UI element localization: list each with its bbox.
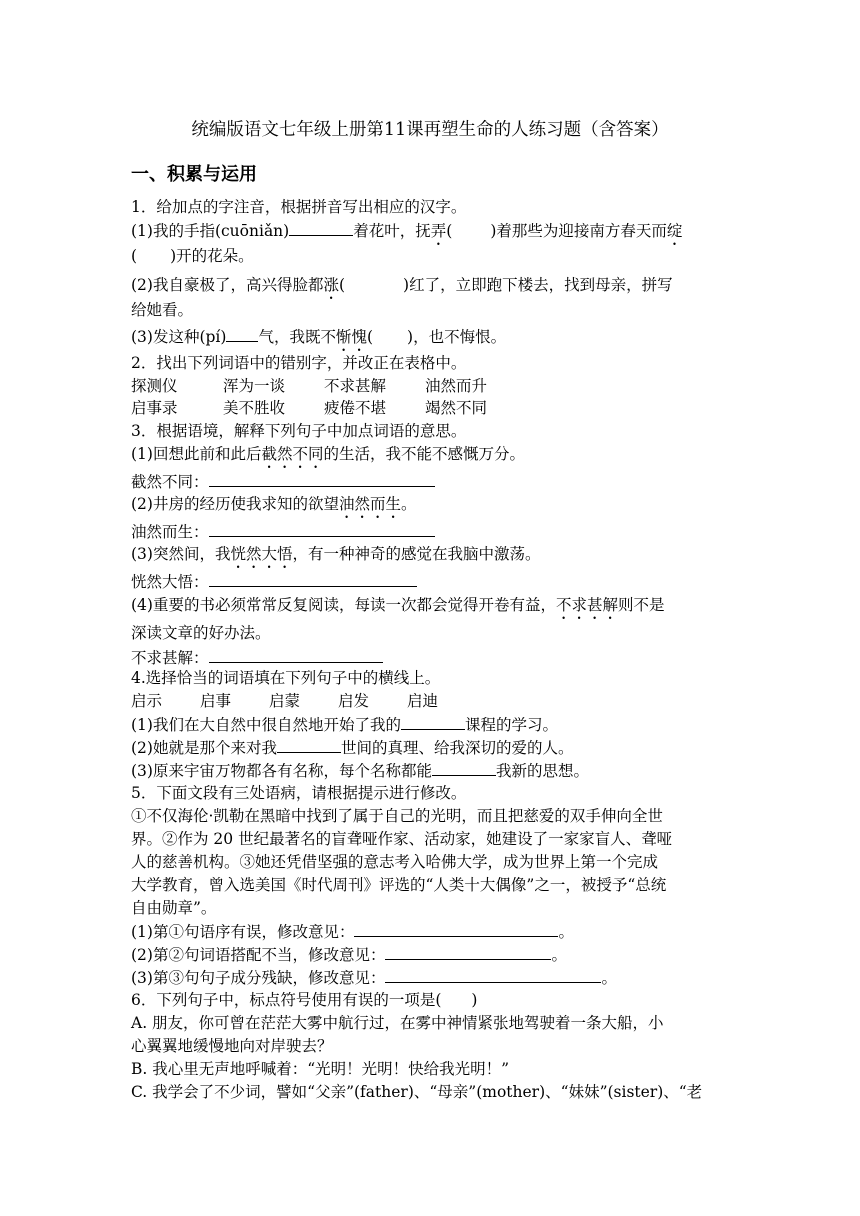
q1-line1: (1)我的手指(cuōniǎn) 着花叶，抚弄( )着那些为迎接南方春天而绽 (131, 219, 682, 249)
q5-stem: 5．下面文段有三处语病，请根据提示进行修改。 (131, 784, 467, 802)
q4-stem: 4.选择恰当的词语填在下列句子中的横线上。 (131, 669, 441, 687)
q6-option-b: B. 我心里无声地呼喊着：“光明！光明！快给我光明！” (131, 1060, 510, 1078)
q4-s2: (2)她就是那个来对我 世间的真理、给我深切的爱的人。 (131, 736, 573, 759)
q6-option-c: C. 我学会了不少词，譬如“父亲”(father)、“母亲”(mother)、“妹妹”(sister)、“老 (131, 1083, 703, 1101)
answer-blank[interactable] (354, 920, 558, 937)
q3-s4-cont: 深读文章的好办法。 (131, 624, 271, 642)
answer-blank[interactable] (385, 966, 601, 983)
answer-blank[interactable] (401, 713, 465, 730)
q4-s1: (1)我们在大自然中很自然地开始了我的 课程的学习。 (131, 713, 558, 736)
q1-line3: (2)我自豪极了，高兴得脸都涨( )红了，立即跑下楼去，找到母亲，拼写 (131, 276, 673, 294)
section-heading: 一、积累与运用 (131, 164, 257, 185)
answer-blank[interactable] (209, 520, 435, 537)
q3-s1: (1)回想此前和此后截然不同的生活，我不能不感慨万分。 (131, 445, 525, 463)
q1-line5: (3)发这种(pí) 气，我既不惭愧( )，也不悔恨。 (131, 325, 506, 355)
answer-blank[interactable] (385, 943, 551, 960)
q5-r1: (1)第①句语序有误，修改意见： 。 (131, 920, 574, 943)
q4-s3: (3)原来宇宙万物都各有名称，每个名称都能 我新的思想。 (131, 759, 589, 782)
q5-passage-4: 大学教育，曾入选美国《时代周刊》评选的“人类十大偶像”之一，被授予“总统 (131, 876, 667, 894)
q2-row2: 启事录 美不胜收 疲倦不堪 竭然不同 (131, 399, 488, 417)
q5-passage-2: 界。②作为 20 世纪最著名的盲聋哑作家、活动家，她建设了一家家盲人、聋哑 (131, 830, 673, 848)
q1-line4: 给她看。 (131, 301, 194, 319)
q1-stem: 1．给加点的字注音，根据拼音写出相应的汉字。 (131, 198, 467, 216)
q3-s2: (2)井房的经历使我求知的欲望油然而生。 (131, 495, 417, 513)
answer-blank[interactable] (277, 736, 341, 753)
q5-r3: (3)第③句句子成分残缺，修改意见： 。 (131, 966, 617, 989)
q5-passage-5: 自由勋章”。 (131, 899, 217, 917)
q3-a1: 截然不同： (131, 470, 435, 493)
q2-row1: 探测仪 浑为一谈 不求甚解 油然而升 (131, 377, 488, 395)
answer-blank[interactable] (432, 759, 496, 776)
answer-blank[interactable] (209, 570, 417, 587)
q3-s4: (4)重要的书必须常常反复阅读，每读一次都会觉得开卷有益，不求甚解则不是 (131, 596, 665, 614)
q3-stem: 3．根据语境，解释下列句子中加点词语的意思。 (131, 422, 467, 440)
q3-a4: 不求甚解： (131, 646, 383, 669)
q5-passage-1: ①不仅海伦·凯勒在黑暗中找到了属于自己的光明，而且把慈爱的双手伸向全世 (131, 807, 663, 825)
answer-blank[interactable] (209, 646, 383, 663)
q3-a2: 油然而生： (131, 520, 435, 543)
q3-a3: 恍然大悟： (131, 570, 417, 593)
q4-options: 启示 启事 启蒙 启发 启迪 (131, 692, 439, 710)
q5-r2: (2)第②句词语搭配不当，修改意见： 。 (131, 943, 567, 966)
q3-s3: (3)突然间，我恍然大悟，有一种神奇的感觉在我脑中激荡。 (131, 545, 541, 563)
q6-stem: 6．下列句子中，标点符号使用有误的一项是( ) (131, 991, 478, 1009)
q5-passage-3: 人的慈善机构。③她还凭借坚强的意志考入哈佛大学，成为世界上第一个完成 (131, 853, 659, 871)
answer-blank[interactable] (226, 325, 258, 342)
answer-blank[interactable] (289, 219, 353, 236)
answer-blank[interactable] (209, 470, 435, 487)
q2-stem: 2．找出下列词语中的错别字，并改正在表格中。 (131, 354, 467, 372)
q1-line2: ( )开的花朵。 (131, 247, 254, 265)
document-title: 统编版语文七年级上册第11课再塑生命的人练习题（含答案） (191, 120, 669, 140)
q6-option-a-cont: 心翼翼地缓慢地向对岸驶去？ (131, 1037, 333, 1055)
q6-option-a: A. 朋友，你可曾在茫茫大雾中航行过，在雾中神情紧张地驾驶着一条大船，小 (131, 1014, 664, 1032)
